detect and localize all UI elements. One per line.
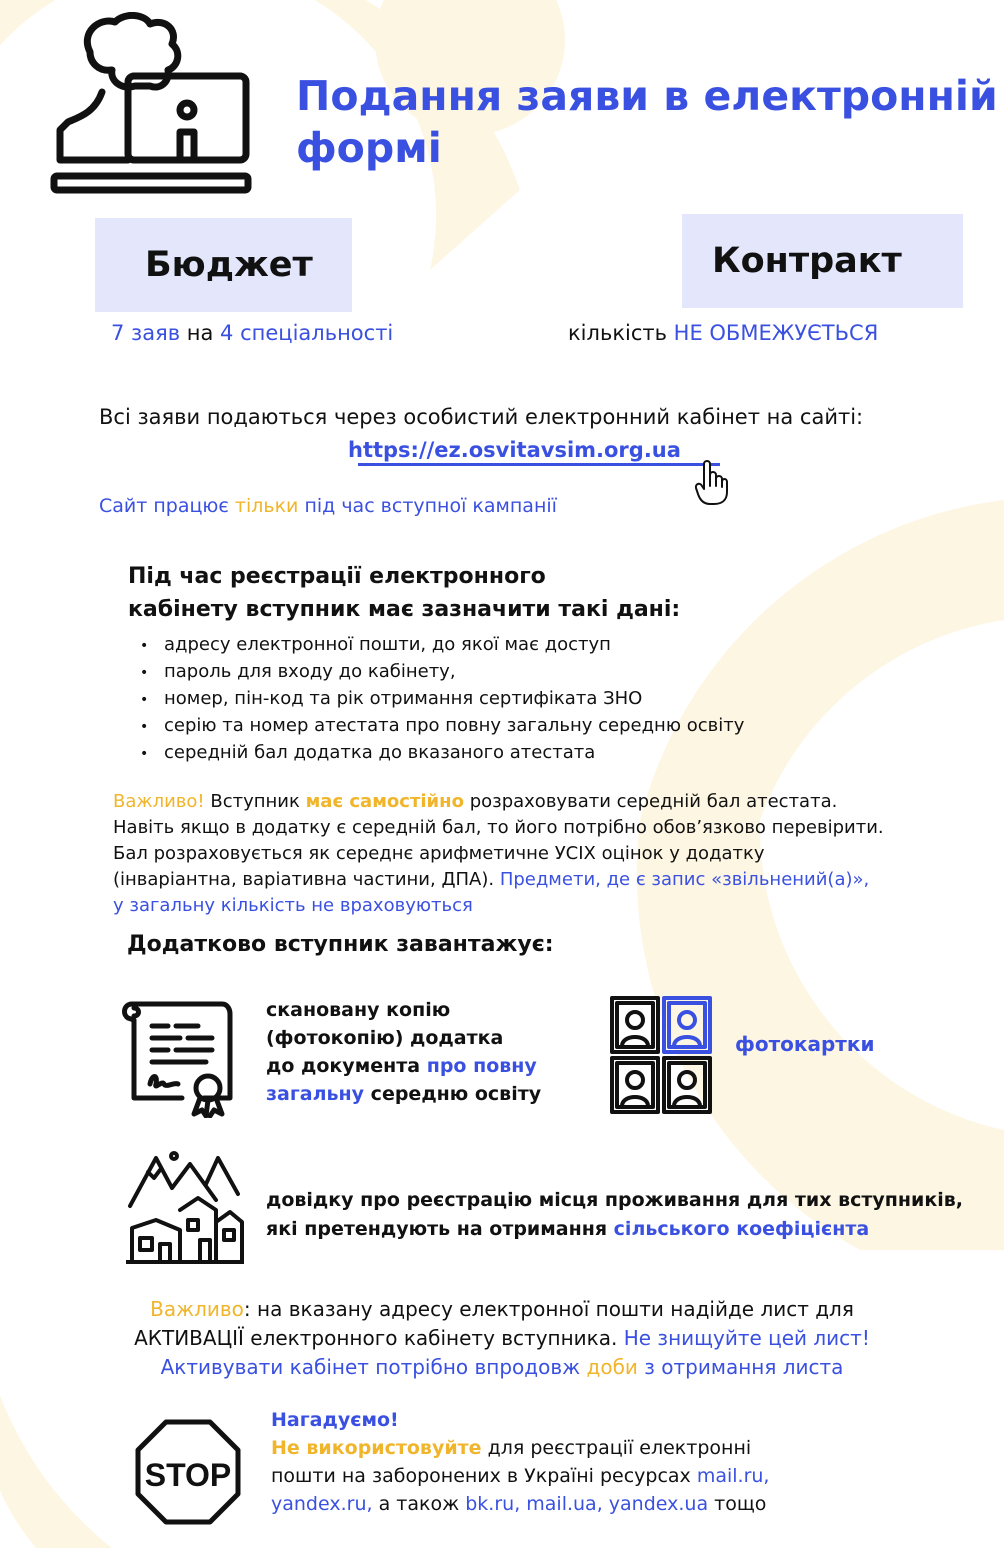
photos-label: фотокартки <box>735 1032 875 1056</box>
list-item: • середній бал додатка до вказаного атестата <box>140 740 744 767</box>
scan-copy-text: скановану копію (фотокопію) додатка до документа про повну загальну середню освіту <box>266 999 542 1105</box>
reminder-note: Нагадуємо! Не використовуйте для реєстрації електронні пошти на заборонених в Україні ресурсах mail.ru, yandex.ru, а також bk.ru, mail.ua, yandex.ua тощо <box>271 1409 770 1515</box>
cabinet-text: Всі заяви подаються через особистий електронний кабінет на сайті: <box>99 405 864 429</box>
list-item: • номер, пін-код та рік отримання сертифіката ЗНО <box>140 686 744 713</box>
contract-box <box>682 214 963 308</box>
important-note: Важливо! Вступник має самостійно розраховувати середній бал атестата. Навіть якщо в додатку є середній бал, то його потрібно обов’язково перевірити. Бал розраховується як середнє арифметичне УСІХ оцінок у додатку (інваріантна, варіативна частини, ДПА). Предмети, де є запис «звільнений(а)», у загальну кількість не враховуються <box>113 791 884 916</box>
certificate-icon <box>118 994 236 1118</box>
registration-list <box>140 632 744 767</box>
photos-icon <box>610 996 714 1116</box>
contract-label: Контракт <box>712 241 902 281</box>
link-underline <box>358 463 720 466</box>
page-title <box>296 70 1004 174</box>
title-line-1: Подання заяви в електронній <box>296 72 998 120</box>
cabinet-link[interactable]: https://ez.osvitavsim.org.ua <box>348 438 681 462</box>
budget-box <box>95 218 352 312</box>
extra-heading: Додатково вступник завантажує: <box>127 932 554 957</box>
title-line-2: формі <box>296 124 442 172</box>
village-icon <box>126 1150 244 1266</box>
contract-note: кількість НЕ ОБМЕЖУЄТЬСЯ <box>568 321 879 345</box>
stop-sign-icon <box>134 1418 242 1526</box>
registration-heading: Під час реєстрації електронного кабінету вступник має зазначити такі дані: <box>128 564 681 622</box>
village-certificate-text: довідку про реєстрацію місця проживання для тих вступників, які претендують на отримання сільського коефіцієнта <box>266 1189 963 1240</box>
list-item: • адресу електронної пошти, до якої має доступ <box>140 632 744 659</box>
stop-sign-text: STOP <box>144 1457 232 1493</box>
budget-label: Бюджет <box>145 245 313 285</box>
activation-note: Важливо: на вказану адресу електронної пошти надійде лист для АКТИВАЦІЇ електронного кабінету вступника. Не знищуйте цей лист! Активувати кабінет потрібно впродовж доби з отримання листа <box>134 1297 870 1379</box>
person-computer-icon <box>50 12 254 198</box>
list-item: • пароль для входу до кабінету, <box>140 659 744 686</box>
list-item: • серію та номер атестата про повну загальну середню освіту <box>140 713 744 740</box>
budget-count: 7 заяв на 4 спеціальності <box>111 321 394 345</box>
hand-cursor-icon <box>694 458 730 506</box>
site-note: Сайт працює тільки під час вступної кампанії <box>99 495 557 517</box>
